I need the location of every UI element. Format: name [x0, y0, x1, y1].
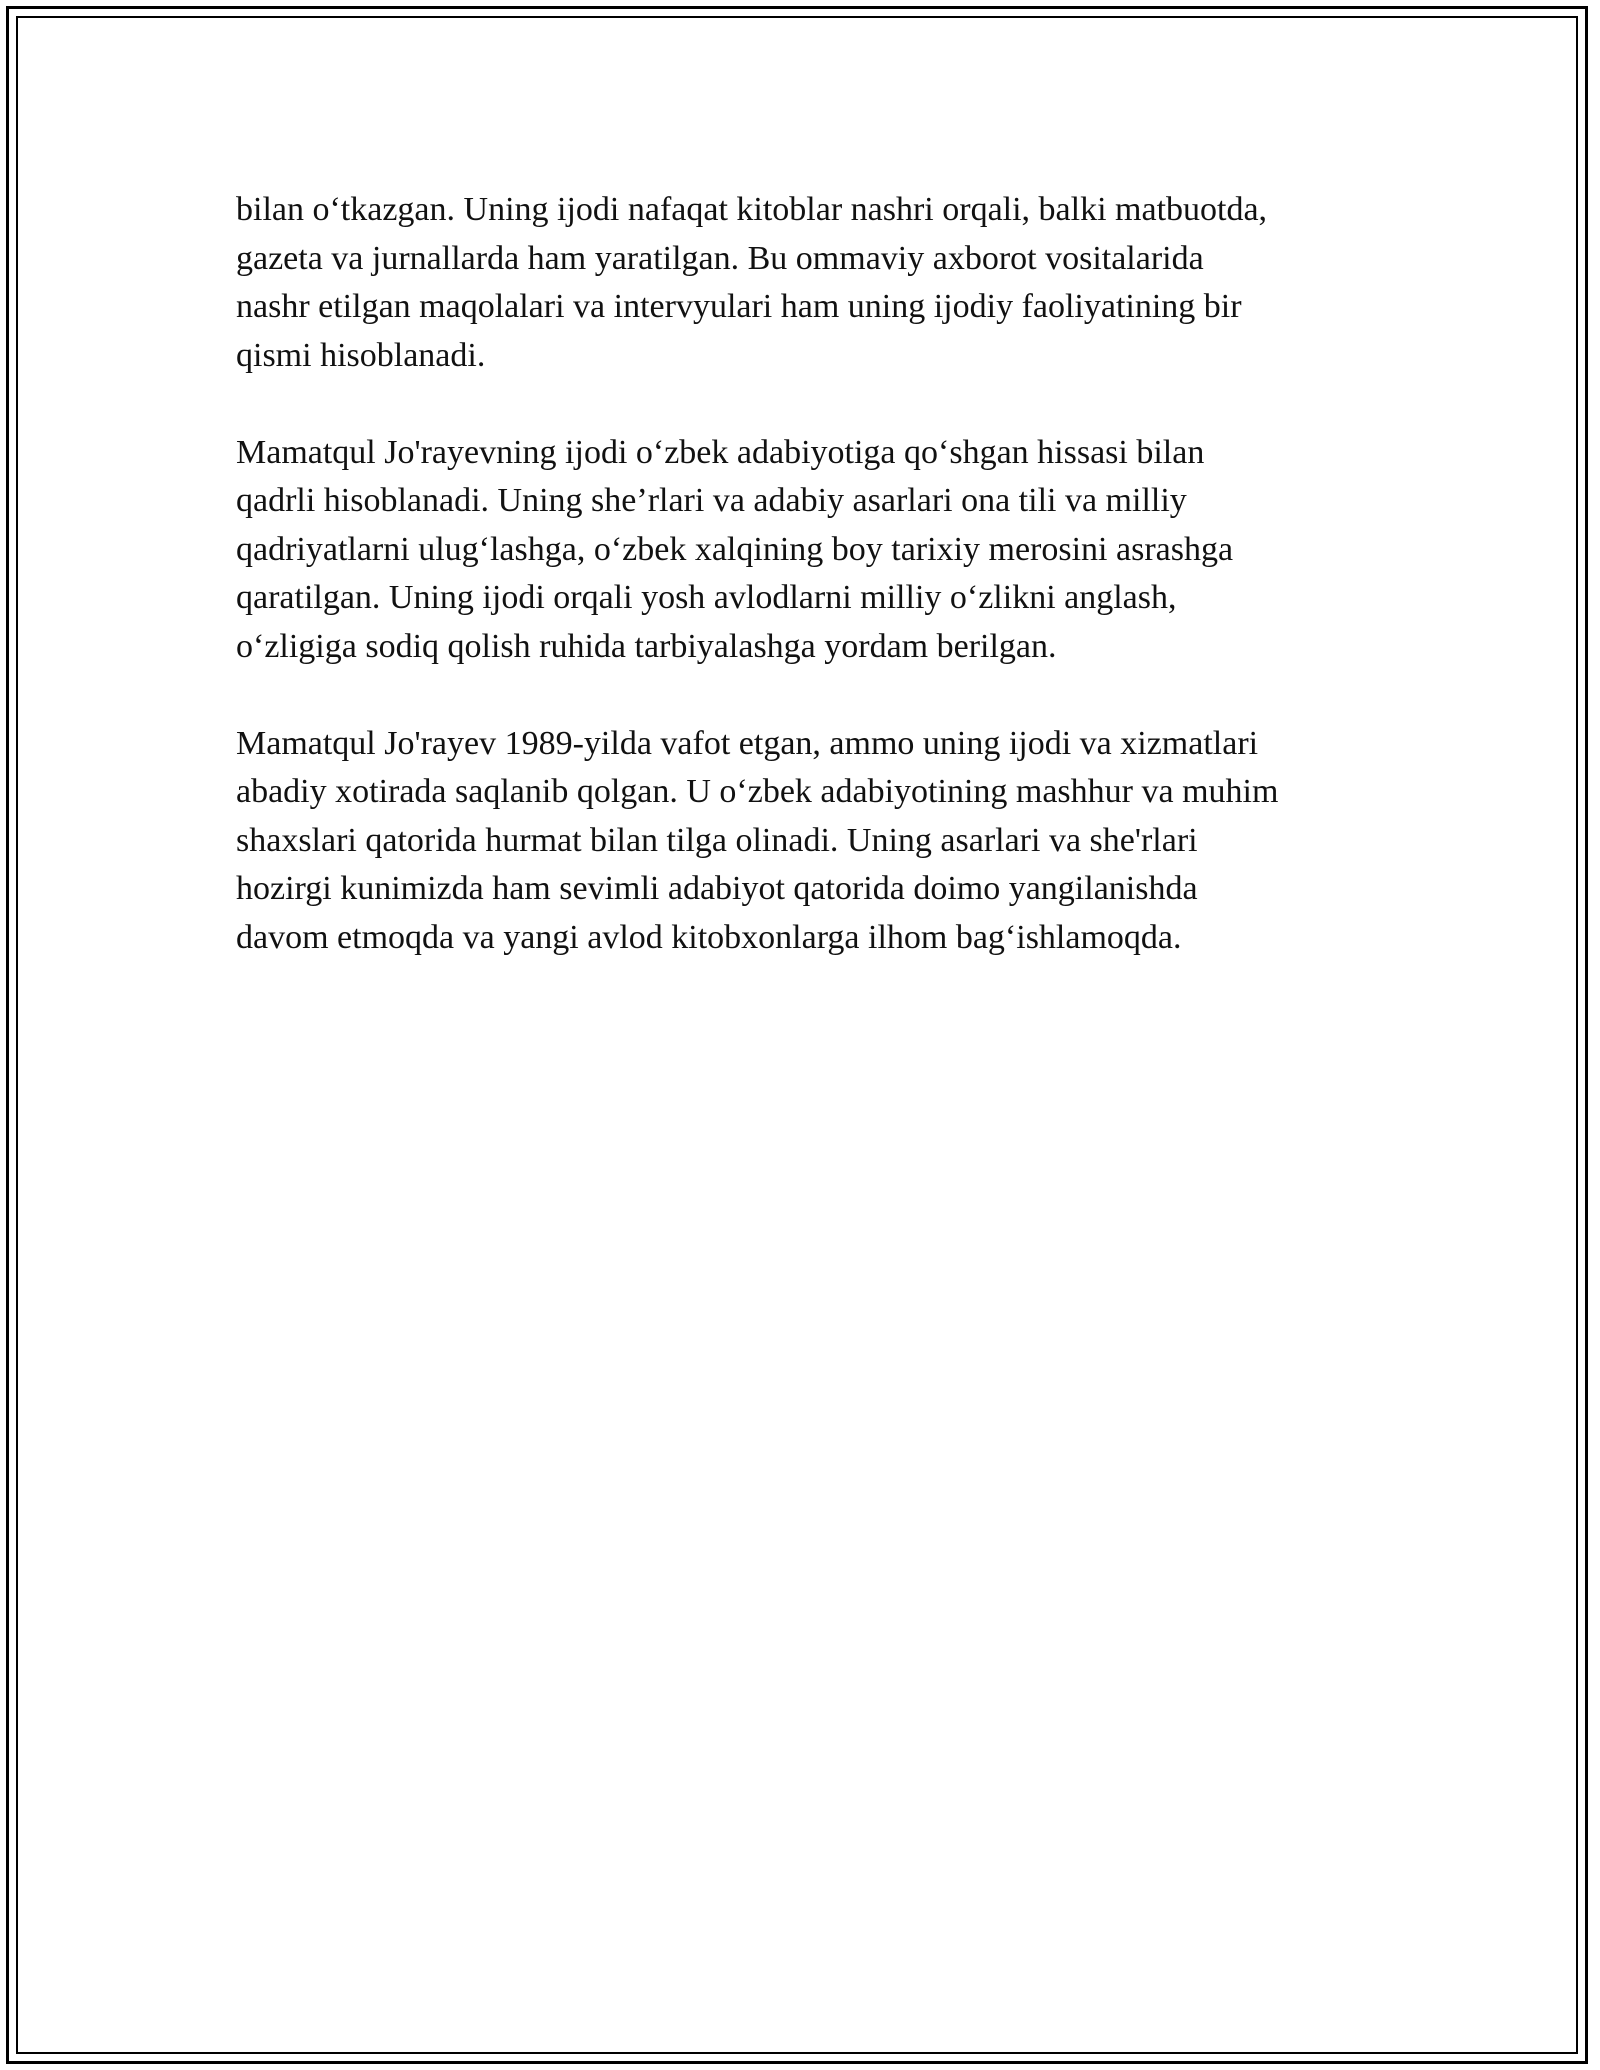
text-line: nashr etilgan maqolalari va intervyulari ham uning ijodiy faoliyatining bir: [236, 288, 1242, 325]
paragraph-1: [236, 186, 1386, 380]
text-line: qadrli hisoblanadi. Uning she’rlari va adabiy asarlari ona tili va milliy: [236, 482, 1187, 519]
text-line: hozirgi kunimizda ham sevimli adabiyot qatorida doimo yangilanishda: [236, 870, 1198, 907]
paragraph-3: [236, 720, 1386, 963]
text-line: gazeta va jurnallarda ham yaratilgan. Bu ommaviy axborot vositalarida: [236, 239, 1204, 277]
paragraph-2: [236, 429, 1386, 672]
text-line: o‘zligiga sodiq qolish ruhida tarbiyalashga yordam berilgan.: [236, 627, 1057, 665]
text-line: abadiy xotirada saqlanib qolgan. U o‘zbek adabiyotining mashhur va muhim: [236, 773, 1279, 810]
text-line: qadriyatlarni ulug‘lashga, o‘zbek xalqining boy tarixiy merosini asrashga: [236, 530, 1234, 568]
text-line: qaratilgan. Uning ijodi orqali yosh avlodlarni milliy o‘zlikni anglash,: [236, 579, 1177, 616]
text-line: davom etmoqda va yangi avlod kitobxonlarga ilhom bag‘ishlamoqda.: [236, 918, 1182, 956]
text-line: bilan o‘tkazgan. Uning ijodi nafaqat kitoblar nashri orqali, balki matbuotda,: [236, 191, 1268, 228]
text-line: Mamatqul Jo'rayev 1989-yilda vafot etgan, ammo uning ijodi va xizmatlari: [236, 724, 1259, 762]
text-line: shaxslari qatorida hurmat bilan tilga olinadi. Uning asarlari va she'rlari: [236, 821, 1198, 859]
text-line: qismi hisoblanadi.: [236, 336, 486, 374]
document-body: [236, 186, 1386, 1011]
text-line: Mamatqul Jo'rayevning ijodi o‘zbek adabiyotiga qo‘shgan hissasi bilan: [236, 433, 1205, 471]
